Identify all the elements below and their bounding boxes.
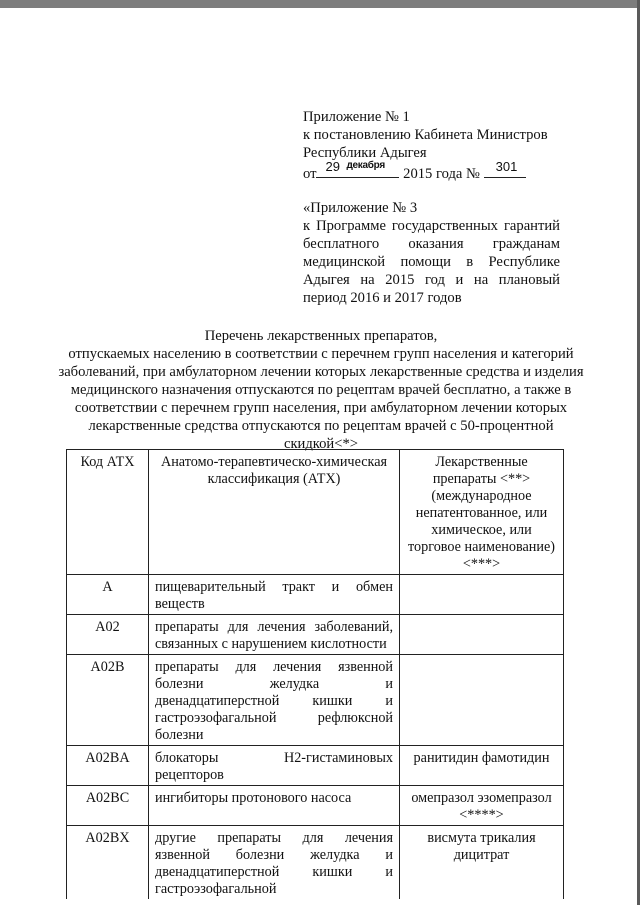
row-desc: ингибиторы протонового насоса bbox=[149, 786, 400, 826]
appendix-block bbox=[303, 108, 565, 183]
heading-line-1: Перечень лекарственных препаратов, bbox=[204, 328, 438, 344]
row-desc: препараты для лечения заболеваний, связанных с нарушением кислотности bbox=[149, 615, 400, 655]
row-drug bbox=[400, 575, 564, 615]
date-blank bbox=[316, 159, 399, 178]
appendix-date-line bbox=[303, 159, 565, 183]
row-code: A02BC bbox=[67, 786, 149, 826]
row-code: A02 bbox=[67, 615, 149, 655]
program-block bbox=[303, 199, 560, 307]
date-year-text: 2015 года № bbox=[403, 166, 480, 182]
table-row bbox=[67, 746, 564, 786]
date-month: декабря bbox=[346, 160, 385, 171]
table-header-row bbox=[67, 450, 564, 575]
row-code: A02B bbox=[67, 655, 149, 746]
row-drug bbox=[400, 615, 564, 655]
row-desc: блокаторы Н2-гистаминовых рецепторов bbox=[149, 746, 400, 786]
table-row bbox=[67, 655, 564, 746]
row-code: A02BX bbox=[67, 826, 149, 900]
atc-table bbox=[66, 449, 564, 899]
row-code: A02BA bbox=[67, 746, 149, 786]
header-code: Код АТХ bbox=[67, 450, 149, 575]
row-desc: препараты для лечения язвенной болезни желудка и двенадцатиперстной кишки и гастроэзофагальной рефлюксной болезни bbox=[149, 655, 400, 746]
row-desc: пищеварительный тракт и обмен веществ bbox=[149, 575, 400, 615]
decree-number: 301 bbox=[495, 159, 518, 174]
header-classification: Анатомо-терапевтическо-химическая классификация (АТХ) bbox=[149, 450, 400, 575]
appendix-line-2: к постановлению Кабинета Министров bbox=[303, 127, 548, 143]
appendix-title: Приложение № 1 bbox=[303, 109, 410, 125]
program-title: «Приложение № 3 bbox=[303, 200, 418, 216]
table-row bbox=[67, 786, 564, 826]
appendix-line-3: Республики Адыгея bbox=[303, 145, 427, 161]
date-day: 29 bbox=[325, 159, 340, 174]
date-prefix: от bbox=[303, 166, 317, 182]
table-row bbox=[67, 826, 564, 900]
number-blank bbox=[484, 159, 526, 178]
row-drug: омепразол эзомепразол <****> bbox=[400, 786, 564, 826]
row-drug: висмута трикалия дицитрат bbox=[400, 826, 564, 900]
document-heading bbox=[58, 327, 584, 453]
row-drug: ранитидин фамотидин bbox=[400, 746, 564, 786]
row-code: A bbox=[67, 575, 149, 615]
table-row bbox=[67, 615, 564, 655]
program-body: к Программе государственных гарантий бесплатного оказания гражданам медицинской помощи в Республике Адыгея на 2015 год и на плановый период 2016 и 2017 годов bbox=[303, 218, 560, 306]
table-row bbox=[67, 575, 564, 615]
header-drugs: Лекарственные препараты <**> (международное непатентованное, или химическое, или торговое наименование) <***> bbox=[400, 450, 564, 575]
row-desc: другие препараты для лечения язвенной болезни желудка и двенадцатиперстной кишки и гастроэзофагальной bbox=[149, 826, 400, 900]
scan-edge-top bbox=[0, 0, 640, 8]
heading-body: отпускаемых населению в соответствии с перечнем групп населения и категорий заболеваний, при амбулаторном лечении которых лекарственные средства и изделия медицинского назначения отпускаются по рецептам врачей бесплатно, а также в соответствии с перечнем групп населения, при амбулаторном лечении которых лекарственные средства отпускаются по рецептам врачей с 50-процентной скидкой<*> bbox=[58, 346, 584, 452]
row-drug bbox=[400, 655, 564, 746]
